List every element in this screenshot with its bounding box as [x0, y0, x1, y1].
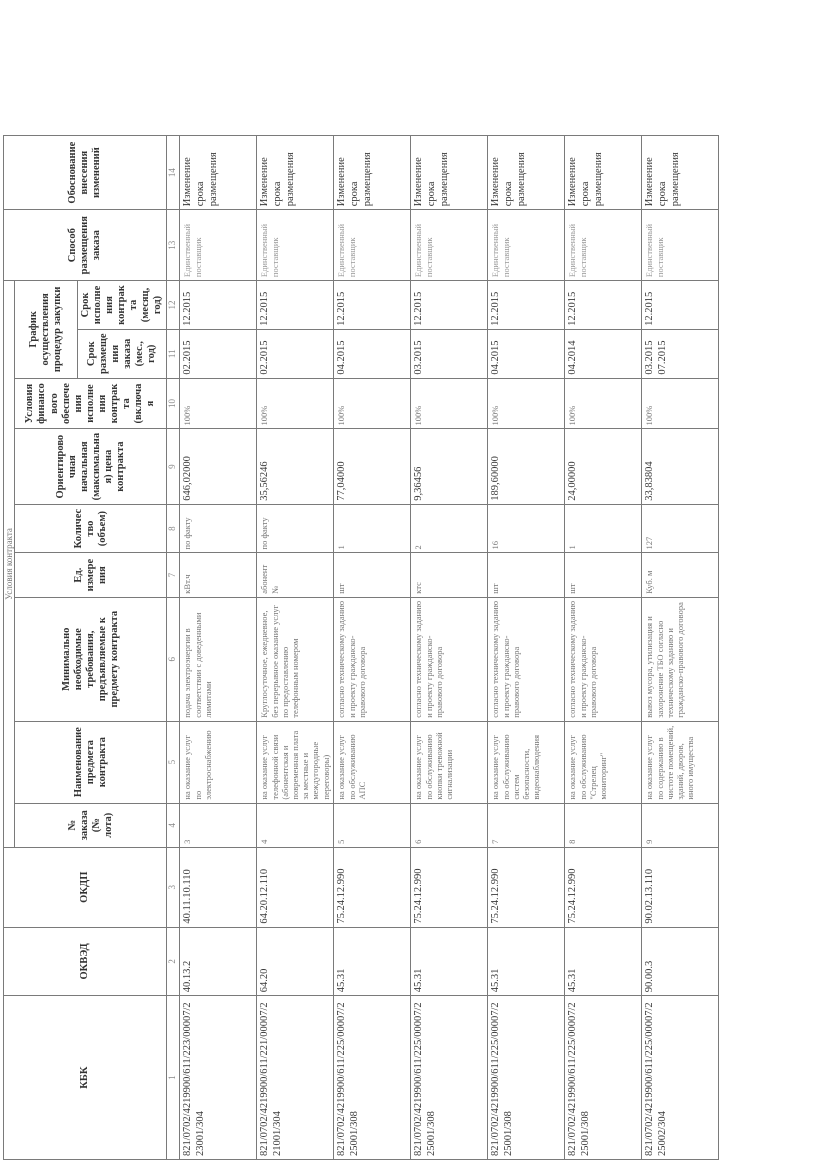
- header-schedule: График осуществления процедур закупки: [15, 281, 78, 379]
- cell-okdp: 64.20.12.110: [257, 847, 334, 927]
- cell-qty: 16: [488, 504, 565, 553]
- cell-sched-place: 04.2014: [565, 329, 642, 378]
- cell-reason: Изменение срока размещения: [411, 136, 488, 210]
- cell-method: Единственный поставщик: [334, 210, 411, 281]
- cell-reason: Изменение срока размещения: [334, 136, 411, 210]
- header-zakaz-no: № заказа (№ лота): [15, 803, 167, 847]
- cell-sched-exec: 12.2015: [565, 281, 642, 330]
- header-reason: Обоснование внесения изменений: [4, 136, 167, 210]
- header-unit: Ед. измерения: [15, 553, 167, 597]
- cell-price: 35,56246: [257, 429, 334, 504]
- cell-price: 9,36456: [411, 429, 488, 504]
- cell-method: Единственный поставщик: [180, 210, 257, 281]
- cell-qty: 1: [565, 504, 642, 553]
- cell-sched-exec: 12.2015: [488, 281, 565, 330]
- cell-okved: 90.00.3: [642, 927, 719, 996]
- cell-name: на оказание услуг телефонной связи (абонентская и повременная плата за местные и междугородные переговоры): [257, 721, 334, 803]
- cell-finance: 100%: [257, 378, 334, 429]
- header-finance: Условия финансового обеспечения исполнения контракта (включая: [15, 378, 167, 429]
- cell-okved: 45.31: [411, 927, 488, 996]
- header-requirements: Минимально необходимые требования, предъявляемые к предмету контракта: [15, 597, 167, 721]
- cell-okdp: 90.02.13.110: [642, 847, 719, 927]
- cell-zakaz-no: 8: [565, 803, 642, 847]
- cell-sched-exec: 12.2015: [334, 281, 411, 330]
- table-row: [488, 136, 565, 1160]
- cell-sched-place: 02.2015: [180, 329, 257, 378]
- cell-kbk: 821/0702/4219900/611/225/00007/225001/308: [334, 996, 411, 1160]
- cell-sched-exec: 12.2015: [411, 281, 488, 330]
- cell-price: 24,00000: [565, 429, 642, 504]
- procurement-plan-table: [3, 135, 719, 1160]
- cell-requirements: подача электроэнергии в соответствии с доведенными лимитами: [180, 597, 257, 721]
- cell-price: 646,02000: [180, 429, 257, 504]
- cell-sched-place: 04.2015: [334, 329, 411, 378]
- cell-okved: 45.31: [334, 927, 411, 996]
- column-number-cell: 10: [167, 378, 180, 429]
- cell-finance: 100%: [180, 378, 257, 429]
- table-row: [565, 136, 642, 1160]
- cell-qty: по факту: [257, 504, 334, 553]
- cell-qty: 127: [642, 504, 719, 553]
- cell-unit: кВт.ч: [180, 553, 257, 597]
- cell-price: 189,60000: [488, 429, 565, 504]
- cell-reason: Изменение срока размещения: [180, 136, 257, 210]
- table-row: [642, 136, 719, 1160]
- cell-method: Единственный поставщик: [565, 210, 642, 281]
- cell-reason: Изменение срока размещения: [565, 136, 642, 210]
- cell-name: на оказание услуг по обслуживанию кнопки тревожной сигнализации: [411, 721, 488, 803]
- cell-zakaz-no: 5: [334, 803, 411, 847]
- cell-okdp: 75.24.12.990: [565, 847, 642, 927]
- cell-okdp: 75.24.12.990: [411, 847, 488, 927]
- cell-finance: 100%: [411, 378, 488, 429]
- header-qty: Количество (объем): [15, 504, 167, 553]
- header-sched-place: Срок размещения заказа (мес., год): [78, 329, 167, 378]
- column-number-cell: 4: [167, 803, 180, 847]
- cell-zakaz-no: 4: [257, 803, 334, 847]
- table-row: [411, 136, 488, 1160]
- cell-okdp: 40.11.10.110: [180, 847, 257, 927]
- table-row: [334, 136, 411, 1160]
- cell-kbk: 821/0702/4219900/611/225/00007/225001/308: [565, 996, 642, 1160]
- cell-reason: Изменение срока размещения: [257, 136, 334, 210]
- column-number-cell: 1: [167, 996, 180, 1160]
- cell-requirements: вывоз мусора, утилизация и захоронение ТБО согласно техническому заданию и гражданско-правового договора: [642, 597, 719, 721]
- cell-okved: 64.20: [257, 927, 334, 996]
- rotated-procurement-table-page: [3, 135, 821, 1160]
- cell-reason: Изменение срока размещения: [488, 136, 565, 210]
- cell-zakaz-no: 3: [180, 803, 257, 847]
- column-number-cell: 14: [167, 136, 180, 210]
- cell-sched-exec: 12.2015: [257, 281, 334, 330]
- cell-kbk: 821/0702/4219900/611/225/00007/225002/304: [642, 996, 719, 1160]
- cell-finance: 100%: [488, 378, 565, 429]
- cell-kbk: 821/0702/4219900/611/223/00007/223001/304: [180, 996, 257, 1160]
- cell-method: Единственный поставщик: [257, 210, 334, 281]
- cell-name: на оказание услуг по обслуживанию систем безопасности, видеонаблюдения: [488, 721, 565, 803]
- cell-unit: абонент №: [257, 553, 334, 597]
- header-price: Ориентировочная начальная (максимальная) цена контракта: [15, 429, 167, 504]
- group-header-row: [4, 136, 15, 1160]
- cell-finance: 100%: [642, 378, 719, 429]
- cell-requirements: согласно техническому заданию и проекту гражданско-правового договора: [334, 597, 411, 721]
- cell-name: на оказание услуг по обслуживанию АПС: [334, 721, 411, 803]
- cell-method: Единственный поставщик: [411, 210, 488, 281]
- cell-finance: 100%: [565, 378, 642, 429]
- cell-sched-exec: 12.2015: [642, 281, 719, 330]
- cell-qty: 2: [411, 504, 488, 553]
- cell-kbk: 821/0702/4219900/611/221/00007/221001/304: [257, 996, 334, 1160]
- header-contract-conditions: Условия контракта: [4, 281, 15, 848]
- header-okdp: ОКДП: [4, 847, 167, 927]
- column-number-cell: 9: [167, 429, 180, 504]
- column-number-cell: 11: [167, 329, 180, 378]
- cell-unit: шт: [565, 553, 642, 597]
- cell-price: 77,04000: [334, 429, 411, 504]
- column-number-row: [167, 136, 180, 1160]
- column-number-cell: 7: [167, 553, 180, 597]
- column-number-cell: 3: [167, 847, 180, 927]
- cell-unit: шт: [334, 553, 411, 597]
- cell-name: на оказание услуг по электроснабжению: [180, 721, 257, 803]
- cell-unit: шт: [488, 553, 565, 597]
- cell-qty: по факту: [180, 504, 257, 553]
- header-method: Способ размещения заказа: [4, 210, 167, 281]
- cell-requirements: Круглосуточное, ежедневное, без перерывное оказание услуг по предоставлению телефонным номером: [257, 597, 334, 721]
- cell-sched-place: 02.2015: [257, 329, 334, 378]
- column-number-cell: 2: [167, 927, 180, 996]
- cell-price: 33,83804: [642, 429, 719, 504]
- header-name: Наименование предмета контракта: [15, 721, 167, 803]
- cell-zakaz-no: 7: [488, 803, 565, 847]
- cell-kbk: 821/0702/4219900/611/225/00007/225001/308: [488, 996, 565, 1160]
- cell-zakaz-no: 6: [411, 803, 488, 847]
- column-number-cell: 5: [167, 721, 180, 803]
- cell-requirements: согласно техническому заданию и проекту гражданско-правового договора: [565, 597, 642, 721]
- cell-sched-place: 04.2015: [488, 329, 565, 378]
- cell-okved: 45.31: [565, 927, 642, 996]
- cell-finance: 100%: [334, 378, 411, 429]
- cell-requirements: согласно техническому заданию и проекту гражданско-правового договора: [488, 597, 565, 721]
- cell-okved: 45.31: [488, 927, 565, 996]
- column-number-cell: 6: [167, 597, 180, 721]
- table-row: [257, 136, 334, 1160]
- cell-sched-exec: 12.2015: [180, 281, 257, 330]
- cell-unit: ктс: [411, 553, 488, 597]
- table-row: [180, 136, 257, 1160]
- header-sched-exec: Срок исполнения контракта (месяц, год): [78, 281, 167, 330]
- column-number-cell: 13: [167, 210, 180, 281]
- cell-name: на оказание услуг по обслуживанию "Стрелец мониторинг": [565, 721, 642, 803]
- cell-unit: Куб. м: [642, 553, 719, 597]
- cell-qty: 1: [334, 504, 411, 553]
- header-okved: ОКВЭД: [4, 927, 167, 996]
- cell-method: Единственный поставщик: [488, 210, 565, 281]
- cell-okdp: 75.24.12.990: [334, 847, 411, 927]
- cell-reason: Изменение срока размещения: [642, 136, 719, 210]
- header-kbk: КБК: [4, 996, 167, 1160]
- column-number-cell: 8: [167, 504, 180, 553]
- cell-okved: 40.13.2: [180, 927, 257, 996]
- cell-sched-place: 03.2015 07.2015: [642, 329, 719, 378]
- cell-requirements: согласно техническому заданию и проекту гражданско-правового договора: [411, 597, 488, 721]
- cell-sched-place: 03.2015: [411, 329, 488, 378]
- cell-name: на оказание услуг по содержанию в чистоте помещений, зданий, дворов, иного имущества: [642, 721, 719, 803]
- cell-kbk: 821/0702/4219900/611/225/00007/225001/308: [411, 996, 488, 1160]
- cell-zakaz-no: 9: [642, 803, 719, 847]
- column-number-cell: 12: [167, 281, 180, 330]
- cell-method: Единственный поставщик: [642, 210, 719, 281]
- cell-okdp: 75.24.12.990: [488, 847, 565, 927]
